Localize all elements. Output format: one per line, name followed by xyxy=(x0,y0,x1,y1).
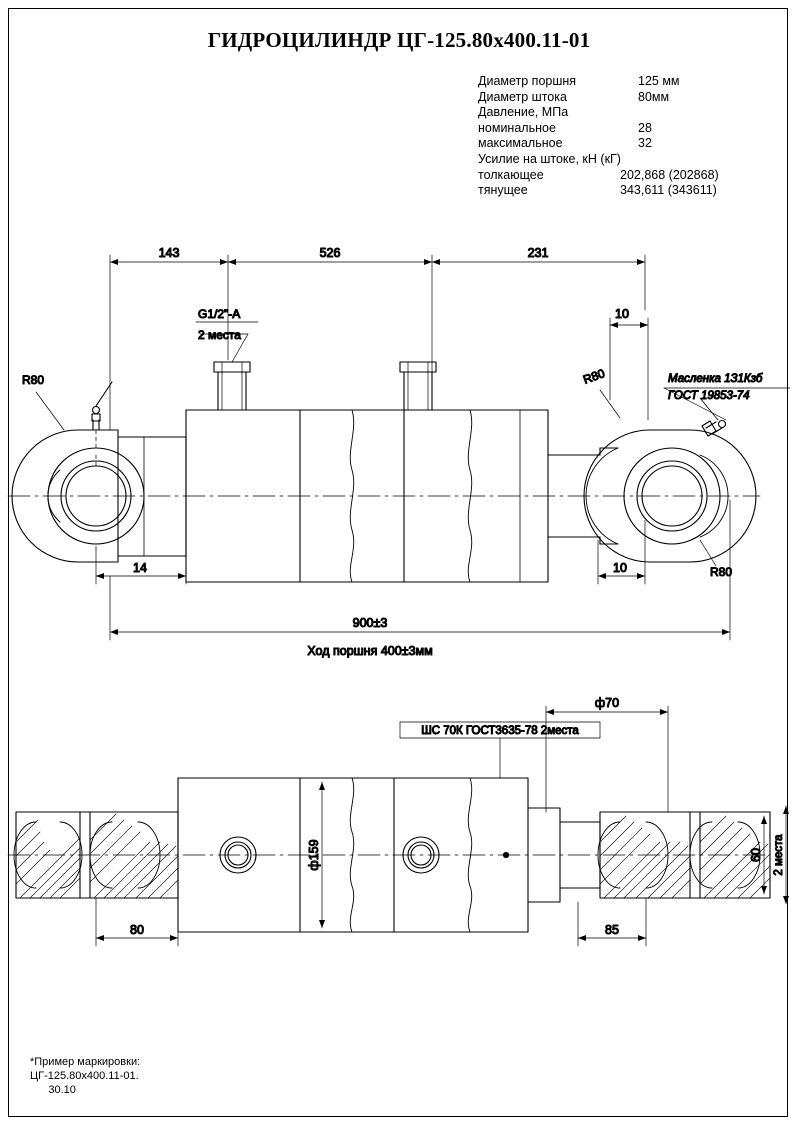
marking-example-note xyxy=(30,1055,140,1097)
dim-526: 526 xyxy=(319,246,341,260)
spec-value: 202,868 (202868) xyxy=(620,167,719,182)
greaser-label-line1: Масленка 1З1Кзб xyxy=(668,373,763,385)
dim-231: 231 xyxy=(527,246,549,260)
spec-value: 28 xyxy=(638,120,652,135)
spec-label: Давление, МПа xyxy=(478,105,569,120)
dim-dia-159: ф159 xyxy=(307,839,321,871)
radius-left-label: R80 xyxy=(22,373,45,387)
dim-10-top-right: 10 xyxy=(615,307,629,321)
radius-right-bottom-label: R80 xyxy=(710,565,733,579)
bearing-label: ШС 70К ГОСТ3635-78 2места xyxy=(421,725,579,737)
spec-label: тянущее xyxy=(478,183,528,198)
spec-value: 343,611 (343611) xyxy=(620,183,717,198)
dim-85: 85 xyxy=(605,923,619,937)
spec-value: 80мм xyxy=(638,89,670,104)
radius-right-top-label: R80 xyxy=(581,366,607,387)
spec-label: Диаметр поршня xyxy=(478,74,577,88)
spec-label: номинальное xyxy=(478,120,556,135)
note-line-1: *Пример маркировки: xyxy=(30,1056,141,1068)
dim-dia-70: ф70 xyxy=(594,696,620,710)
spec-value: 32 xyxy=(638,136,652,151)
spec-value: 125 мм xyxy=(638,74,680,88)
spec-label: Диаметр штока xyxy=(478,89,567,104)
greaser-label-line2: ГОСТ 19853-74 xyxy=(668,390,750,402)
dim-14: 14 xyxy=(133,561,147,575)
note-line-2: ЦГ-125.80х400.11-01. xyxy=(30,1070,139,1082)
dim-60: 60 xyxy=(749,848,763,862)
dim-80: 80 xyxy=(130,923,144,937)
dim-total-length: 900±3 xyxy=(352,616,388,630)
dim-2-places: 2 места xyxy=(773,834,785,876)
dim-10-bottom-right: 10 xyxy=(613,561,627,575)
spec-label: Усилие на штоке, кН (кГ) xyxy=(478,151,621,166)
thread-places-label: 2 места xyxy=(198,328,241,342)
spec-label: толкающее xyxy=(478,167,544,182)
dim-143: 143 xyxy=(158,246,180,260)
stroke-label: Ход поршня 400±3мм xyxy=(307,644,433,658)
page-title: ГИДРОЦИЛИНДР ЦГ-125.80х400.11-01 xyxy=(207,28,591,52)
note-line-3: 30.10 xyxy=(30,1084,76,1096)
spec-label: максимальное xyxy=(478,136,563,151)
thread-label: G1/2"-A xyxy=(198,307,241,321)
